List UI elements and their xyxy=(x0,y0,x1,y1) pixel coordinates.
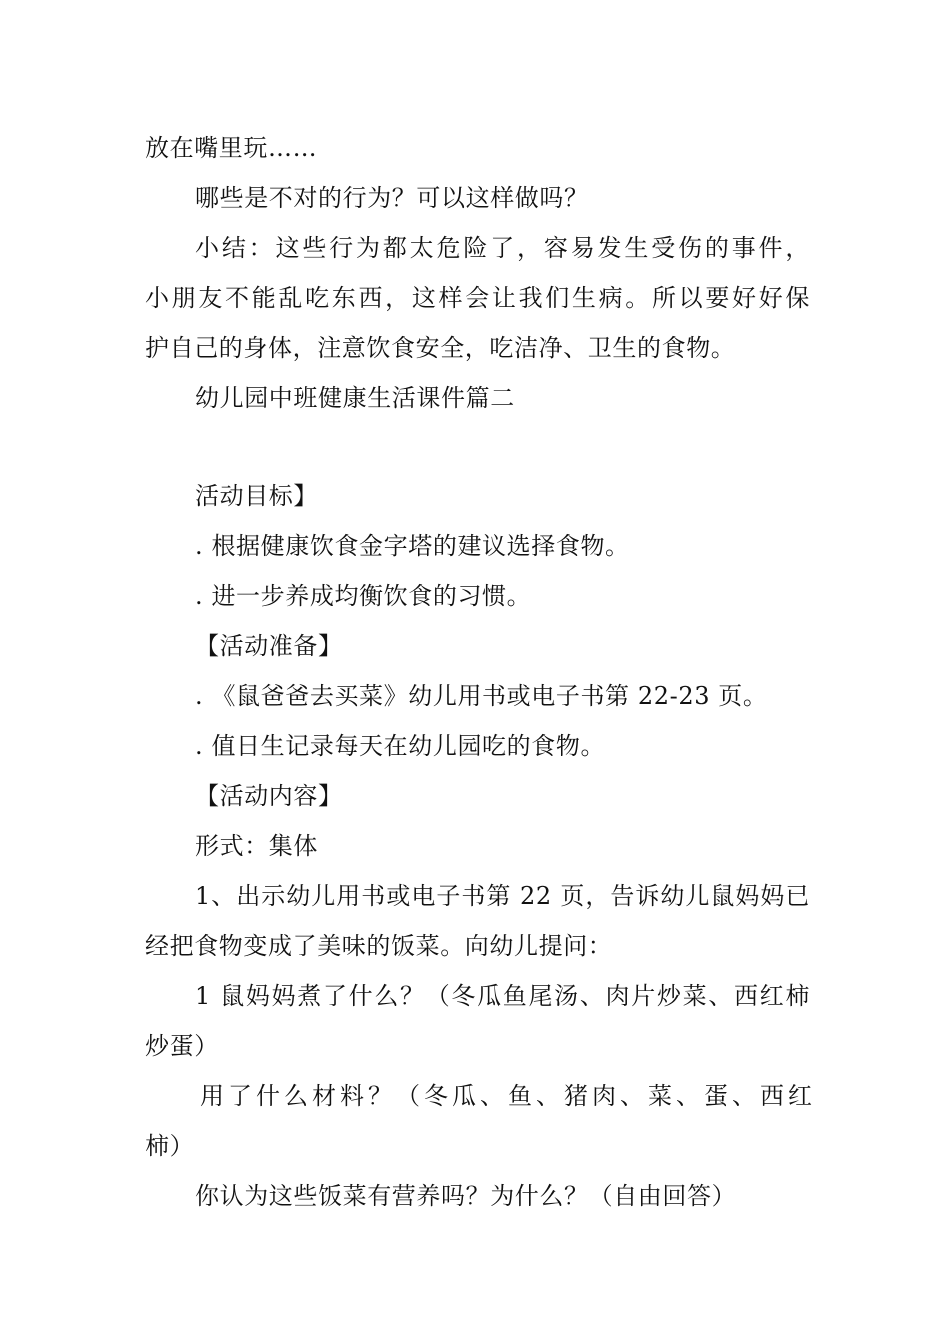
list-item: . 《鼠爸爸去买菜》幼儿用书或电子书第 22-23 页。 xyxy=(195,682,768,710)
text-line: 1、出示幼儿用书或电子书第 22 页，告诉幼儿鼠妈妈已 xyxy=(195,882,810,910)
text-line: 你认为这些饭菜有营养吗？为什么？（自由回答） xyxy=(195,1182,737,1210)
list-item: . 值日生记录每天在幼儿园吃的食物。 xyxy=(195,732,606,760)
text-line: 小结：这些行为都太危险了，容易发生受伤的事件， xyxy=(195,234,810,262)
list-item: . 进一步养成均衡饮食的习惯。 xyxy=(195,582,532,610)
text-line: 经把食物变成了美味的饭菜。向幼儿提问： xyxy=(145,932,613,960)
list-item: . 根据健康饮食金字塔的建议选择食物。 xyxy=(195,532,630,560)
text-line: 护自己的身体，注意饮食安全，吃洁净、卫生的食物。 xyxy=(145,334,736,362)
text-line: 用了什么材料？（冬瓜、鱼、猪肉、菜、蛋、西红 xyxy=(200,1082,816,1110)
section-heading: 幼儿园中班健康生活课件篇二 xyxy=(195,384,515,412)
text-line: 哪些是不对的行为？可以这样做吗？ xyxy=(195,184,589,212)
text-line: 柿） xyxy=(145,1132,195,1160)
section-label: 【活动准备】 xyxy=(195,632,343,660)
section-label: 【活动内容】 xyxy=(195,782,343,810)
text-line: 炒蛋） xyxy=(145,1032,219,1060)
text-line: 小朋友不能乱吃东西，这样会让我们生病。所以要好好保 xyxy=(145,284,810,312)
text-line: 形式：集体 xyxy=(195,832,318,860)
text-line: 放在嘴里玩…… xyxy=(145,134,318,162)
text-line: 1 鼠妈妈煮了什么？（冬瓜鱼尾汤、肉片炒菜、西红柿 xyxy=(195,982,810,1010)
section-label: 活动目标】 xyxy=(195,482,318,510)
